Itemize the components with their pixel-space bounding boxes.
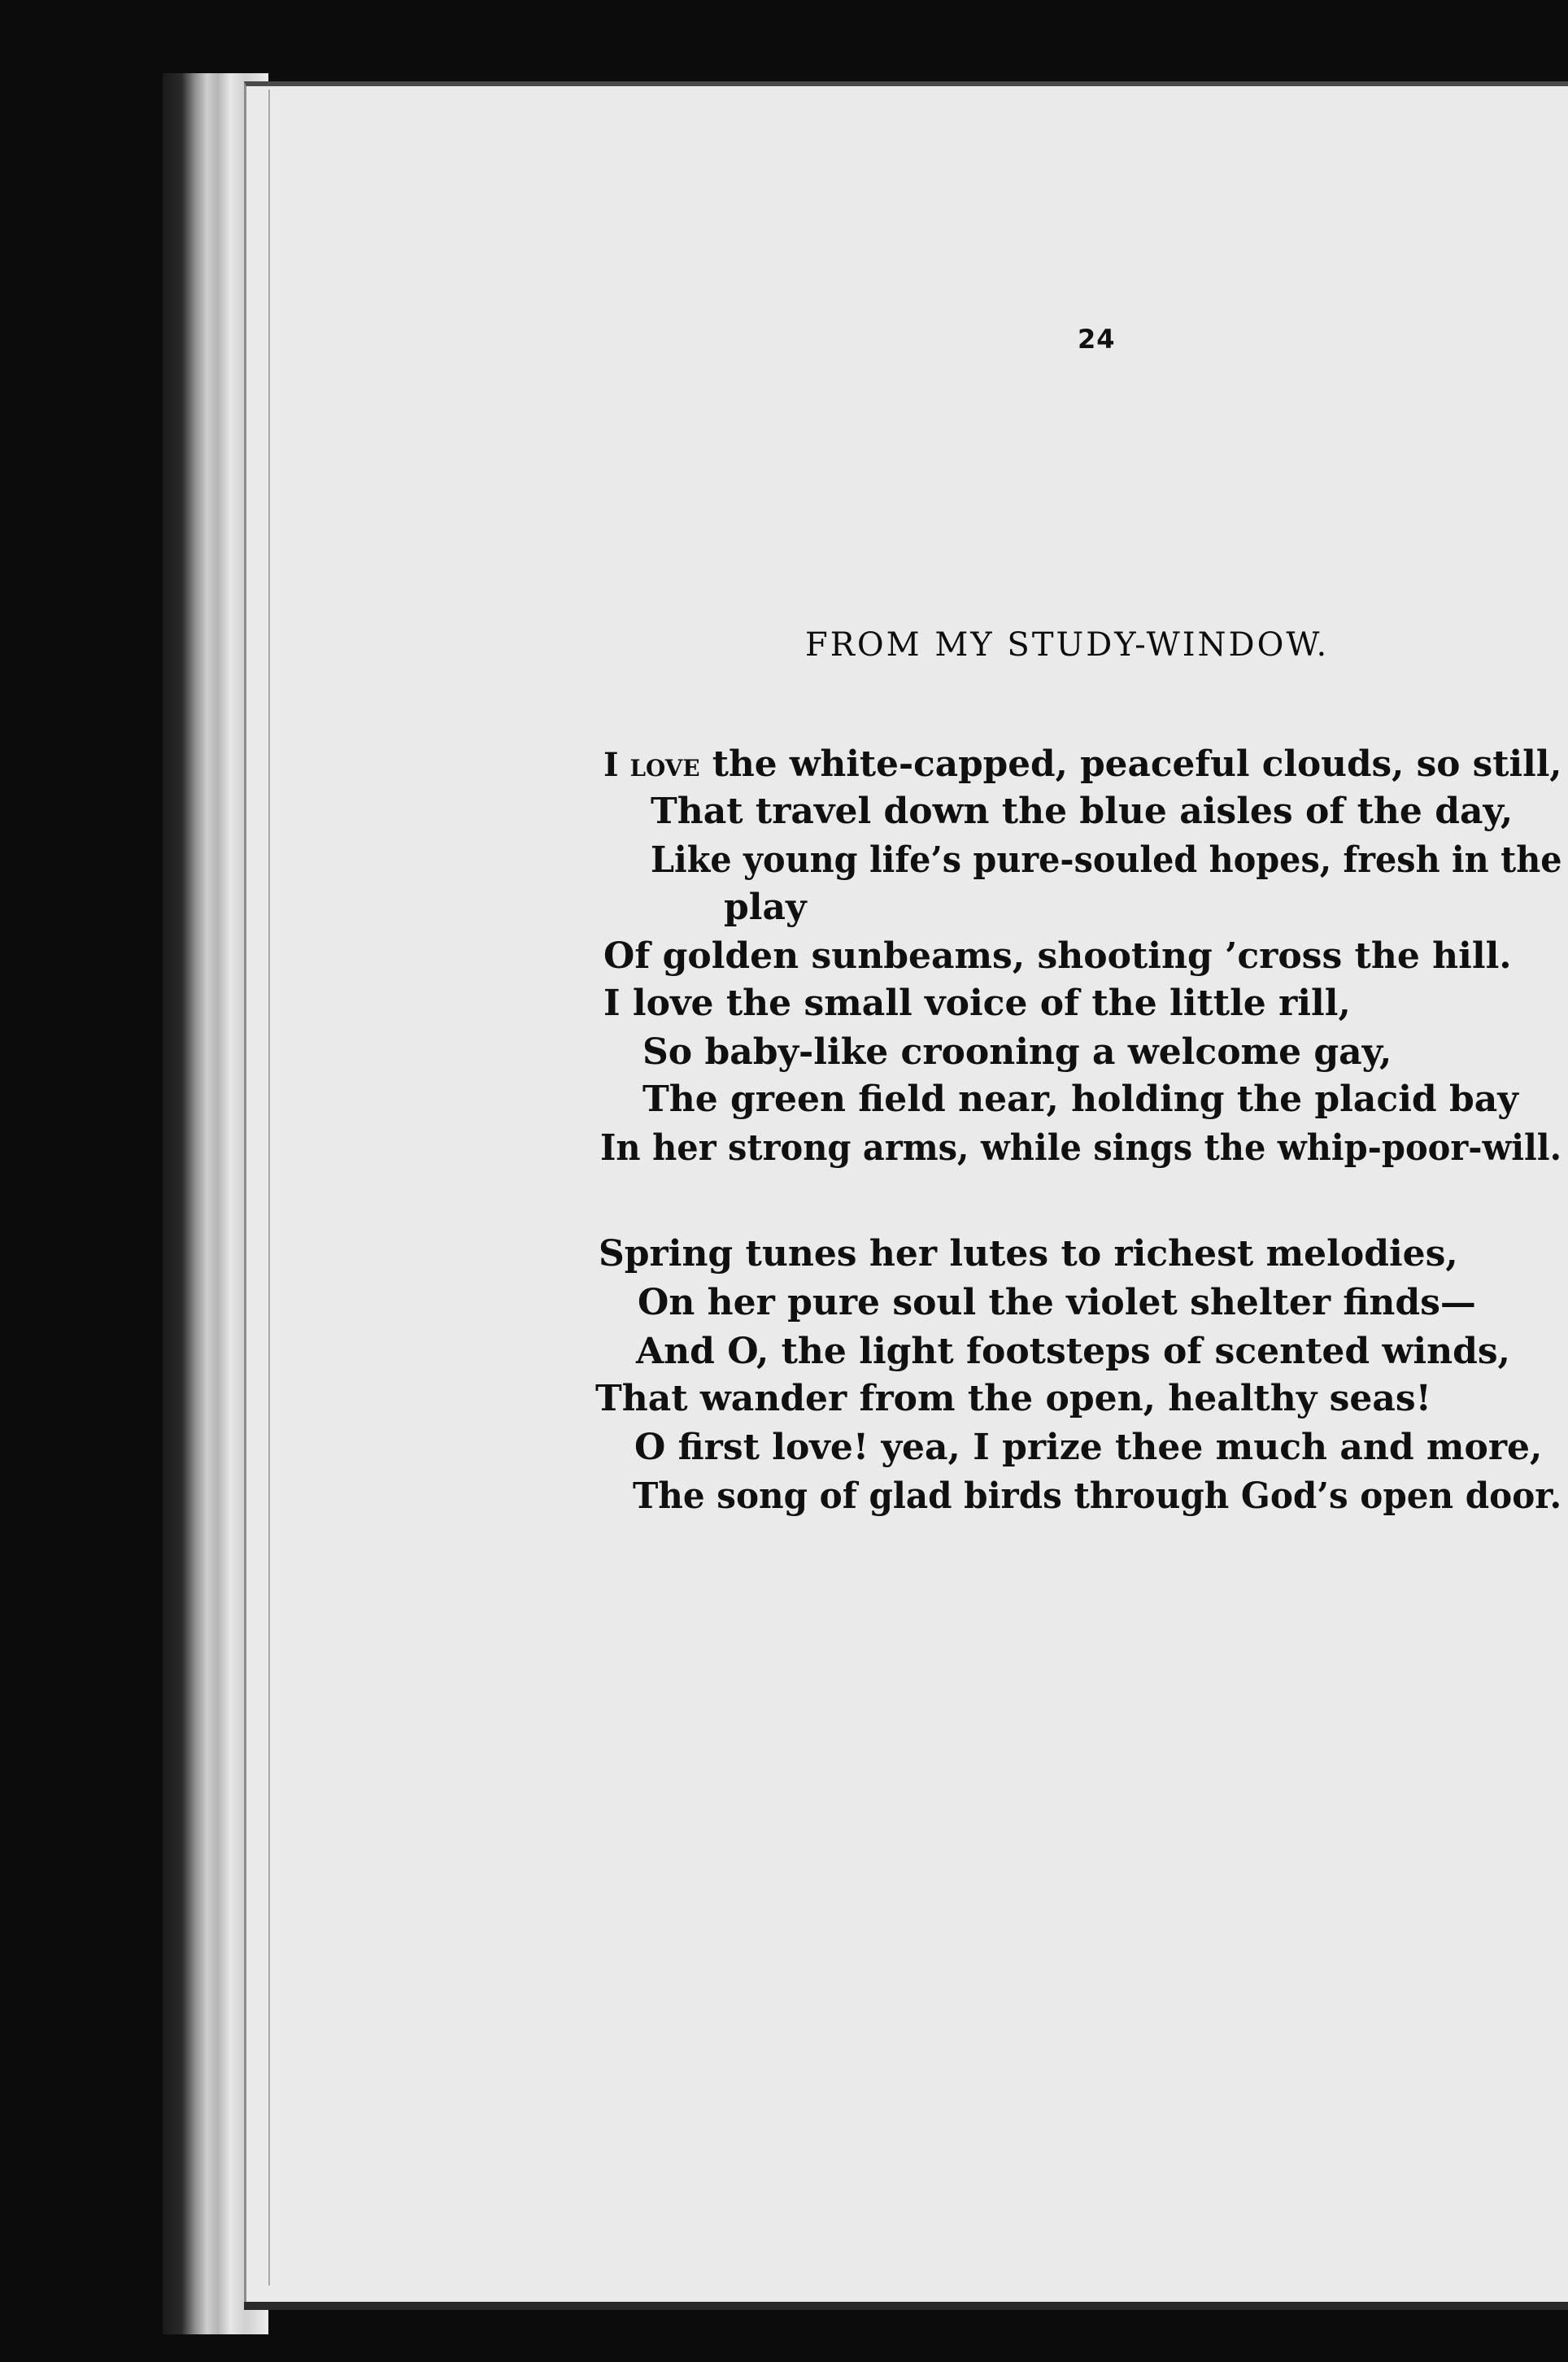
poem-line: Of golden sunbeams, shooting ’cross the hill. (603, 935, 1512, 977)
book-page (244, 81, 1568, 2307)
poem-line: play (724, 887, 807, 928)
poem-line: The green field near, holding the placid bay (642, 1079, 1518, 1120)
poem-line (603, 743, 1562, 785)
poem-line: The song of glad birds through God’s open door. (633, 1475, 1562, 1517)
first-line-rest: the white-capped, peaceful clouds, so still, (699, 743, 1562, 785)
poem-line: O first love! yea, I prize thee much and more, (634, 1427, 1543, 1468)
poem-line: On her pure soul the violet shelter finds— (638, 1282, 1476, 1323)
poem-line: So baby-like crooning a welcome gay, (642, 1031, 1392, 1073)
poem-line: Like young life’s pure-souled hopes, fresh in the (651, 839, 1562, 881)
poem-title: FROM MY STUDY-WINDOW. (805, 626, 1330, 664)
poem-line: And O, the light footsteps of scented winds, (636, 1331, 1510, 1372)
poem-line: That travel down the blue aisles of the day, (651, 791, 1514, 832)
poem-line: In her strong arms, while sings the whip-poor-will. (600, 1127, 1562, 1169)
page-bottom-edge (244, 2302, 1568, 2310)
page-edge-line (268, 89, 270, 2286)
page-number: 24 (1078, 324, 1116, 355)
poem-line: That wander from the open, healthy seas! (595, 1378, 1431, 1419)
poem-line: I love the small voice of the little rill, (603, 983, 1351, 1024)
poem-line: Spring tunes her lutes to richest melodies, (599, 1233, 1458, 1275)
opening-words: I love (603, 746, 700, 784)
